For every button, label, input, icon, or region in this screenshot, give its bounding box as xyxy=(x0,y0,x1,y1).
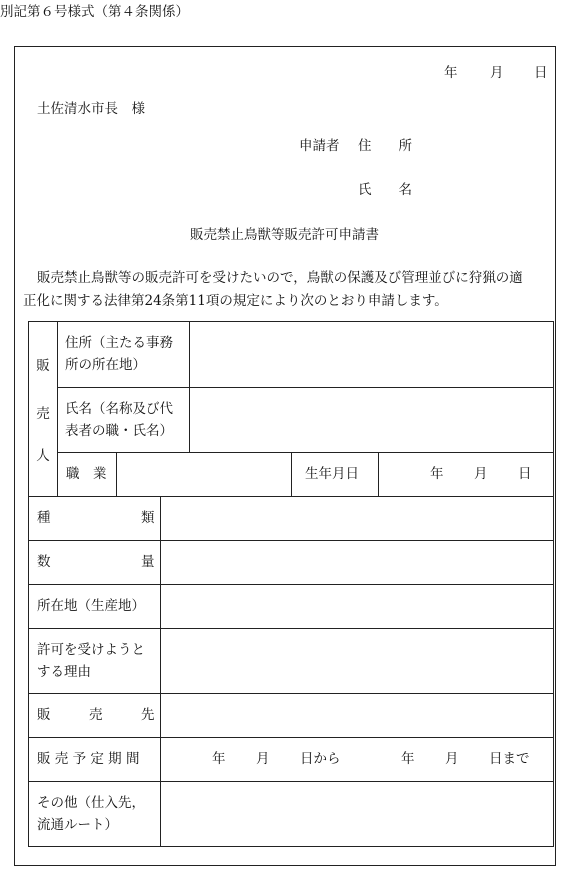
period-year-1: 年 xyxy=(212,751,226,767)
body-text-line1: 販売禁止鳥獣等の販売許可を受けたいので，鳥獣の保護及び管理並びに狩猟の適 xyxy=(37,270,523,286)
other-label-line2: 流通ルート） xyxy=(37,817,118,833)
period-from: 日から xyxy=(300,751,341,767)
reason-label-line1: 許可を受けようと xyxy=(37,642,145,658)
applicant-address-label: 住 所 xyxy=(358,138,412,154)
other-label-line1: その他（仕入先， xyxy=(37,795,145,811)
seller-char-1: 販 xyxy=(36,358,50,374)
location-label: 所在地（生産地） xyxy=(37,598,145,614)
date-day: 日 xyxy=(534,65,548,81)
seller-name-label-line2: 表者の職・氏名） xyxy=(65,423,173,439)
kind-label-a: 種 xyxy=(37,510,51,526)
birthdate-label: 生年月日 xyxy=(305,466,359,482)
date-month: 月 xyxy=(490,65,504,81)
birth-month: 月 xyxy=(474,466,488,482)
seller-address-label-line1: 住所（主たる事務 xyxy=(65,335,173,351)
quantity-label-b: 量 xyxy=(141,554,155,570)
period-to: 日まで xyxy=(489,751,530,767)
reason-label-line2: する理由 xyxy=(37,664,91,680)
quantity-label-a: 数 xyxy=(37,554,51,570)
seller-name-label-line1: 氏名（名称及び代 xyxy=(65,401,173,417)
period-year-2: 年 xyxy=(401,751,415,767)
destination-label-b: 売 xyxy=(89,707,103,723)
document-title: 販売禁止鳥獣等販売許可申請書 xyxy=(190,227,379,243)
sales-period-label: 販 売 予 定 期 間 xyxy=(37,751,140,767)
addressee: 土佐清水市長 様 xyxy=(37,101,145,117)
period-month-1: 月 xyxy=(256,751,270,767)
period-month-2: 月 xyxy=(445,751,459,767)
seller-char-3: 人 xyxy=(36,448,50,464)
applicant-name-label: 氏 名 xyxy=(358,182,412,198)
seller-char-2: 売 xyxy=(36,406,50,422)
birth-year: 年 xyxy=(430,466,444,482)
date-year: 年 xyxy=(444,65,458,81)
body-text-line2: 正化に関する法律第24条第11項の規定により次のとおり申請します。 xyxy=(23,293,448,309)
applicant-label: 申請者 xyxy=(299,138,340,154)
birth-day: 日 xyxy=(518,466,532,482)
seller-address-label-line2: 所の所在地） xyxy=(65,357,146,373)
destination-label-a: 販 xyxy=(37,707,51,723)
form-reference: 別記第６号様式（第４条関係） xyxy=(0,4,189,20)
destination-label-c: 先 xyxy=(141,707,155,723)
occupation-label: 職 業 xyxy=(66,466,107,482)
kind-label-b: 類 xyxy=(141,510,155,526)
